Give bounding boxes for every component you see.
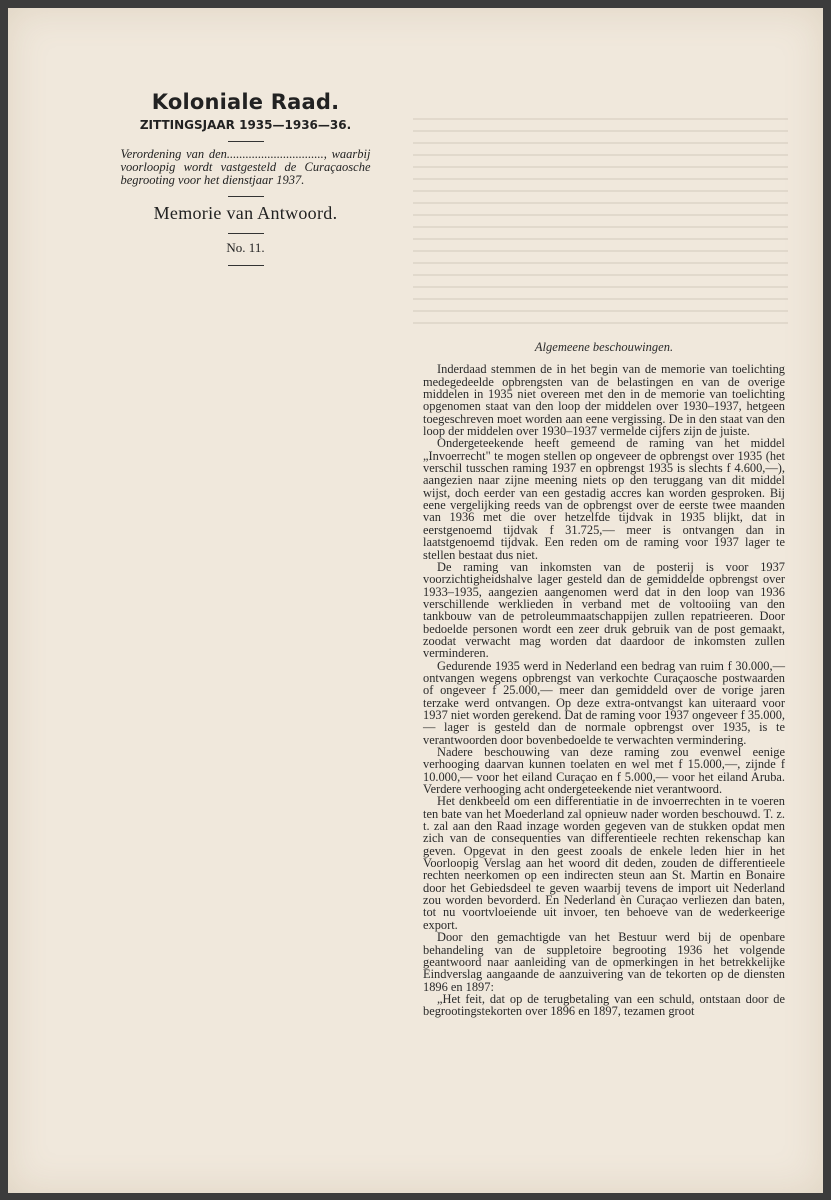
paragraph: Gedurende 1935 werd in Nederland een bedrag van ruim f 30.000,— ontvangen wegens opbrengst van verkochte Curaçaosche postwaarden of ongeveer f 25.000,— meer dan gemiddeld over de vorige jaren terzake werd ontvangen. Op deze extra-ontvangst kan uiteraard voor 1937 niet worden gerekend. Dat de raming voor 1937 ongeveer f 35.000,— lager is gesteld dan de normale opbrengst over 1935, is te verantwoorden door bovenbedoelde te verwachten vermindering. (423, 658, 785, 747)
paragraph: Nadere beschouwing van deze raming zou evenwel eenige verhooging daarvan kunnen toelaten en wel met f 15.000,—, zijnde f 10.000,— voor het eiland Curaçao en f 5.000,— voor het eiland Aruba. Verdere verhooging acht ondergeteekende niet verantwoord. (423, 745, 785, 797)
divider (228, 196, 264, 197)
council-title: Koloniale Raad. (151, 90, 340, 114)
paragraph: Door den gemachtigde van het Bestuur werd bij de openbare behandeling van de suppletoire begrooting 1936 het volgende geantwoord naar aanleiding van de opmerkingen in het betrekkelijke Eindverslag aangaande de aanzuivering van de tekorten op de diensten 1896 en 1897: (423, 930, 785, 994)
paragraph: Ondergeteekende heeft gemeend de raming van het middel „Invoerrecht" te mogen stellen op ongeveer de opbrengst over 1935 (het verschil tusschen raming 1937 en opbrengst 1935 is slechts f 4.600,—), aangezien naar zijne meening niets op den teruggang van dit middel wijst, doch eerder van een gestadig accres kan worden gesproken. Bij eene vergelijking reeds van de opbrengst over de eerste twee maanden van 1936 met die over hetzelfde tijdvak in 1935 blijkt, dat in eerstgenoemd tijdvak f 31.725,— meer is ontvangen dan in laatstgenoemd tijdvak. Een reden om de raming voor 1937 lager te stellen bestaat dus niet. (423, 436, 785, 562)
section-heading: Algemeene beschouwingen. (534, 340, 674, 354)
document-type: Memorie van Antwoord. (153, 203, 338, 223)
document-page (8, 8, 823, 1193)
divider (228, 233, 264, 234)
session-year: ZITTINGSJAAR 1935—1936—36. (139, 118, 352, 132)
body-column (423, 341, 785, 1018)
paragraph: Inderdaad stemmen de in het begin van de memorie van toelichting medegedeelde opbrengsten van de belastingen en van de overige middelen in 1935 niet overeen met den in de memorie van toelichting opgenomen staat van den loop der middelen over 1930–1937, hetgeen toegeschreven moet worden aan eene vergissing. De in den staat van den loop der middelen over 1930–1937 vermelde cijfers zijn de juiste. (423, 362, 785, 439)
paragraph: „Het feit, dat op de terugbetaling van een schuld, ontstaan door de begrootingstekorten over 1896 en 1897, tezamen groot (423, 991, 785, 1019)
divider (228, 265, 264, 266)
show-through-texture (413, 118, 788, 338)
decree-description: Verordening van den..............................., waarbij voorloopig wordt vastgesteld de Curaçaosche begrooting voor het dienstjaar 1937. (120, 147, 371, 187)
paragraph: De raming van inkomsten van de posterij is voor 1937 voorzichtigheidshalve lager gesteld dan de gemiddelde opbrengst over 1933–1935, aangezien aangenomen werd dat in den loop van 1936 verschillende werklieden in verband met de voltooiing van den tankbouw van de petroleummaatschappijen zullen repatrieeren. Door bedoelde personen wordt een zeer druk gebruik van de post gemaakt, zoodat verwacht mag worden dat daardoor de inkomsten zullen verminderen. (423, 559, 785, 661)
divider (228, 141, 264, 142)
paragraph: Het denkbeeld om een differentiatie in de invoerrechten in te voeren ten bate van het Moederland zal opnieuw nader worden beschouwd. T. z. t. zal aan den Raad inzage worden gegeven van de stukken opdat men zich van de consequenties van differentieele rechten rekenschap kan geven. Opgevat in den geest zooals de enkele leden hier in het Voorloopig Verslag aan het woord dit deden, zouden de differentieele rechten neerkomen op een indirecten steun aan St. Martin en Bonaire door het Gebiedsdeel te geven waarbij tevens de import uit Nederland zou worden bevorderd. En Nederland èn Curaçao verliezen dan baten, tot nu voortvloeiende uit invoer, ten behoeve van de wederkeerige export. (423, 794, 785, 932)
document-header (108, 90, 383, 272)
document-number: No. 11. (226, 240, 265, 255)
